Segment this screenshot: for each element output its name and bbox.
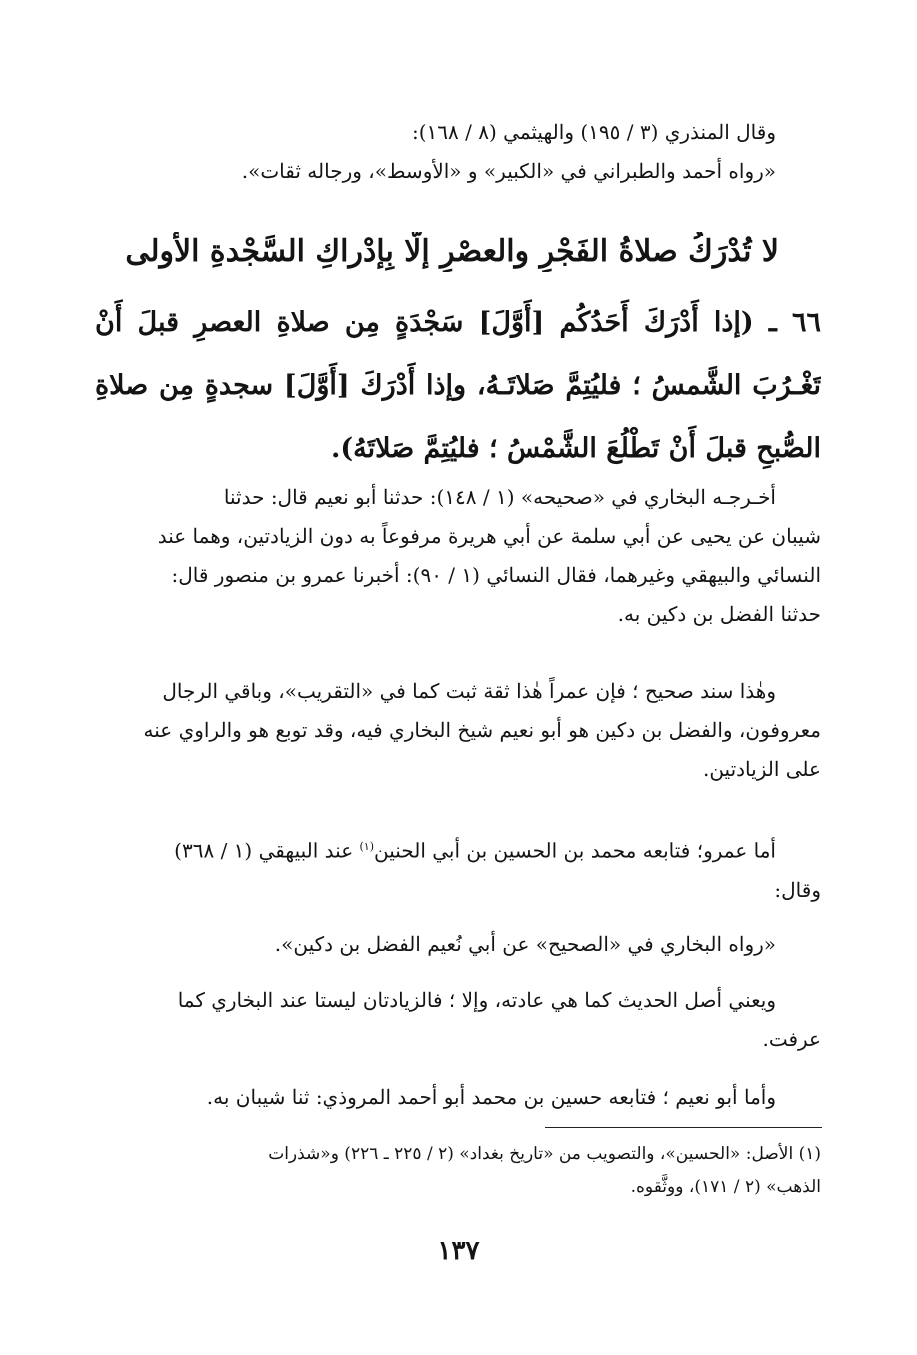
para2-line-2: معروفون، والفضل بن دكين هو أبو نعيم شيخ البخاري فيه، وقد توبع هو والراوي عنه (143, 718, 821, 742)
paragraph-takhrij (95, 478, 821, 634)
para3-line-1-rest: عند البيهقي (١ / ٣٦٨) (174, 838, 360, 863)
hadith-line-2: تَغْـرُبَ الشَّمسُ ؛ فليُتِمَّ صَلاتَـهُ، وإذا أَدْرَكَ [أَوَّلَ] سجدةٍ مِن صلاةِ (95, 370, 821, 401)
para3-line-1-text: أما عمرو؛ فتابعه محمد بن الحسين بن أبي الحنين (374, 838, 776, 863)
footnote-ref[interactable]: (١) (359, 840, 375, 853)
hadith-line-3: الصُّبحِ قبلَ أَنْ تَطْلُعَ الشَّمْسُ ؛ فليُتِمَّ صَلاتَهُ). (330, 433, 821, 464)
para1-line-2: شيبان عن يحيى عن أبي سلمة عن أبي هريرة مرفوعاً به دون الزيادتين، وهما عند (157, 524, 821, 548)
paragraph-explanation (95, 981, 821, 1059)
paragraph-isnad (95, 672, 821, 789)
quote-bukhari (95, 925, 821, 964)
para1-line-1: أخـرجـه البخاري في «صحيحه» (١ / ١٤٨): حدثنا أبو نعيم قال: حدثنا (223, 485, 776, 509)
paragraph-mutaba-abu-nuaim (95, 1078, 821, 1117)
intro-line-2: «رواه أحمد والطبراني في «الكبير» و «الأوسط»، ورجاله ثقات». (241, 159, 776, 183)
footnote-1 (95, 1138, 821, 1204)
para4-line-2: عرفت. (762, 1027, 821, 1051)
hadith-line-1: ٦٦ ـ (إذا أَدْرَكَ أَحَدُكُم [أَوَّلَ] سَجْدَةٍ مِن صلاةِ العصرِ قبلَ أَنْ (95, 307, 821, 338)
footnote-line-2: الذهب» (٢ / ١٧١)، ووثَّقوه. (630, 1177, 821, 1197)
hadith-text-66 (95, 291, 821, 480)
intro-line-1: وقال المنذري (٣ / ١٩٥) والهيثمي (٨ / ١٦٨): (412, 120, 776, 144)
para5-line: وأما أبو نعيم ؛ فتابعه حسين بن محمد أبو أحمد المروذي: ثنا شيبان به. (206, 1085, 776, 1109)
para2-line-1: وهٰذا سند صحيح ؛ فإن عمراً هٰذا ثقة ثبت كما في «التقريب»، وباقي الرجال (162, 679, 776, 703)
para3-line-1 (95, 827, 821, 871)
para2-line-3: على الزيادتين. (702, 757, 821, 781)
para1-line-4: حدثنا الفضل بن دكين به. (617, 602, 821, 626)
para1-line-3: النسائي والبيهقي وغيرهما، فقال النسائي (١ / ٩٠): أخبرنا عمرو بن منصور قال: (171, 563, 821, 587)
quote-line: «رواه البخاري في «الصحيح» عن أبي نُعيم الفضل بن دكين». (274, 932, 776, 956)
footnote-separator (545, 1127, 822, 1128)
page-number: ١٣٧ (437, 1236, 480, 1266)
para4-line-1: ويعني أصل الحديث كما هي عادته، وإلا ؛ فالزيادتان ليستا عند البخاري كما (177, 988, 776, 1012)
intro-quote-block (95, 113, 821, 191)
paragraph-mutaba-amr (95, 827, 821, 910)
footnote-line-1: (١) الأصل: «الحسين»، والتصويب من «تاريخ بغداد» (٢ / ٢٢٥ ـ ٢٢٦) و«شذرات (268, 1144, 821, 1164)
section-heading: لا تُدْرَكُ صلاةُ الفَجْرِ والعصْرِ إلَّا بِإدْراكِ السَّجْدةِ الأولى (125, 234, 779, 269)
para3-line-2: وقال: (774, 877, 821, 902)
